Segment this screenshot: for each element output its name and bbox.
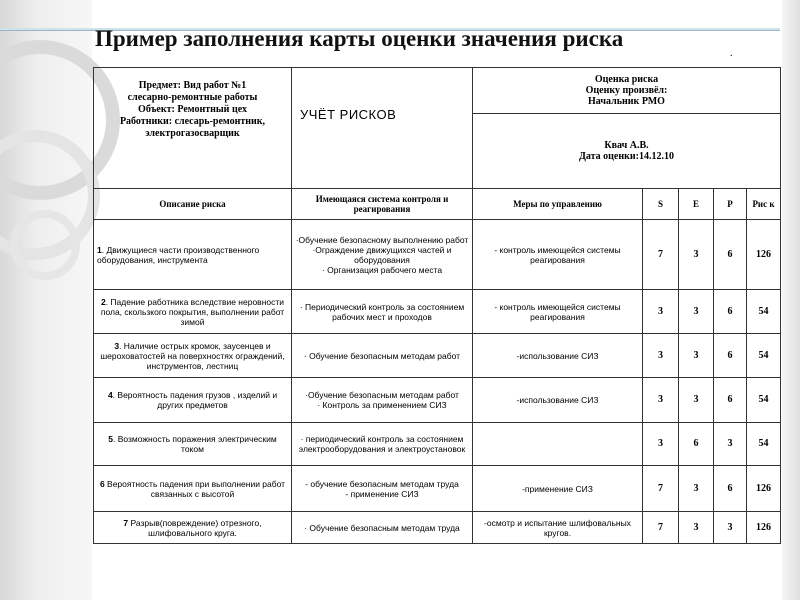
table-row [94,423,781,466]
risk-measures: -осмотр и испытание шлифовальных кругов. [473,512,643,544]
value-s: 3 [643,290,679,334]
value-p: 6 [714,466,747,512]
value-s: 3 [643,423,679,466]
value-e: 3 [679,378,714,423]
risk-measures: - контроль имеющейся системы реагирования [473,290,643,334]
risk-control: · Обучение безопасным методам труда [292,512,473,544]
risk-description: 1. Движущиеся части производственного оборудования, инструмента [94,220,292,290]
risk-control: · Обучение безопасным методам работ [292,334,473,378]
risk-description: 7 Разрыв(повреждение) отрезного, шлифовального круга. [94,512,292,544]
value-e: 3 [679,512,714,544]
table-row [94,334,781,378]
col-e: E [679,189,714,220]
value-p: 3 [714,423,747,466]
table-row [94,512,781,544]
value-e: 3 [679,290,714,334]
table-row [94,466,781,512]
value-s: 7 [643,512,679,544]
table-row [94,378,781,423]
decor-ring [10,210,80,280]
value-e: 3 [679,334,714,378]
header-subject: Предмет: Вид работ №1 слесарно-ремонтные работы Объект: Ремонтный цех Работники: слесарь-ремонтник, электрогазосварщик [94,68,292,189]
col-description: Описание риска [94,189,292,220]
right-decor-strip [782,0,800,600]
value-e: 3 [679,466,714,512]
decor-dot: . [730,48,733,59]
header-assessor: Квач А.В. Дата оценки:14.12.10 [473,114,781,189]
risk-table [93,67,781,544]
value-risk: 54 [747,290,781,334]
risk-control: · периодический контроль за состоянием электрооборудования и электроустановок [292,423,473,466]
table-row [94,220,781,290]
value-risk: 54 [747,334,781,378]
value-s: 3 [643,334,679,378]
risk-description: 2. Падение работника вследствие неровности пола, скользкого покрытия, выполнении работ зимой [94,290,292,334]
value-e: 3 [679,220,714,290]
value-risk: 126 [747,512,781,544]
value-risk: 126 [747,466,781,512]
value-s: 7 [643,220,679,290]
value-p: 6 [714,334,747,378]
value-risk: 54 [747,378,781,423]
value-p: 6 [714,220,747,290]
value-p: 3 [714,512,747,544]
risk-measures: -применение СИЗ [473,466,643,512]
risk-description: 3. Наличие острых кромок, заусенцев и шероховатостей на поверхностях ограждений, инструментов, лестниц [94,334,292,378]
risk-description: 4. Вероятность падения грузов , изделий и других предметов [94,378,292,423]
col-measures: Меры по управлению [473,189,643,220]
col-risk: Рис к [747,189,781,220]
table-row [94,290,781,334]
risk-description: 5. Возможность поражения электрическим током [94,423,292,466]
col-p: P [714,189,747,220]
risk-measures: -использование СИЗ [473,378,643,423]
page-title: Пример заполнения карты оценки значения риска [95,26,624,51]
risk-control: · Периодический контроль за состоянием рабочих мест и проходов [292,290,473,334]
risk-description: 6 Вероятность падения при выполнении работ связанных с высотой [94,466,292,512]
value-p: 6 [714,378,747,423]
risk-measures [473,423,643,466]
value-p: 6 [714,290,747,334]
col-control: Имеющаяся система контроля и реагирования [292,189,473,220]
risk-control: ·Обучение безопасному выполнению работ ·Ограждение движущихся частей и оборудования · Организация рабочего места [292,220,473,290]
col-s: S [643,189,679,220]
value-s: 3 [643,378,679,423]
risk-measures: - контроль имеющейся системы реагирования [473,220,643,290]
header-assessment: Оценка риска Оценку произвёл: Начальник РМО [473,68,781,114]
header-title: УЧЁТ РИСКОВ [292,68,473,189]
risk-measures: -использование СИЗ [473,334,643,378]
value-risk: 54 [747,423,781,466]
value-risk: 126 [747,220,781,290]
value-s: 7 [643,466,679,512]
value-e: 6 [679,423,714,466]
risk-control: - обучение безопасным методам труда - применение СИЗ [292,466,473,512]
risk-control: ·Обучение безопасным методам работ · Контроль за применением СИЗ [292,378,473,423]
